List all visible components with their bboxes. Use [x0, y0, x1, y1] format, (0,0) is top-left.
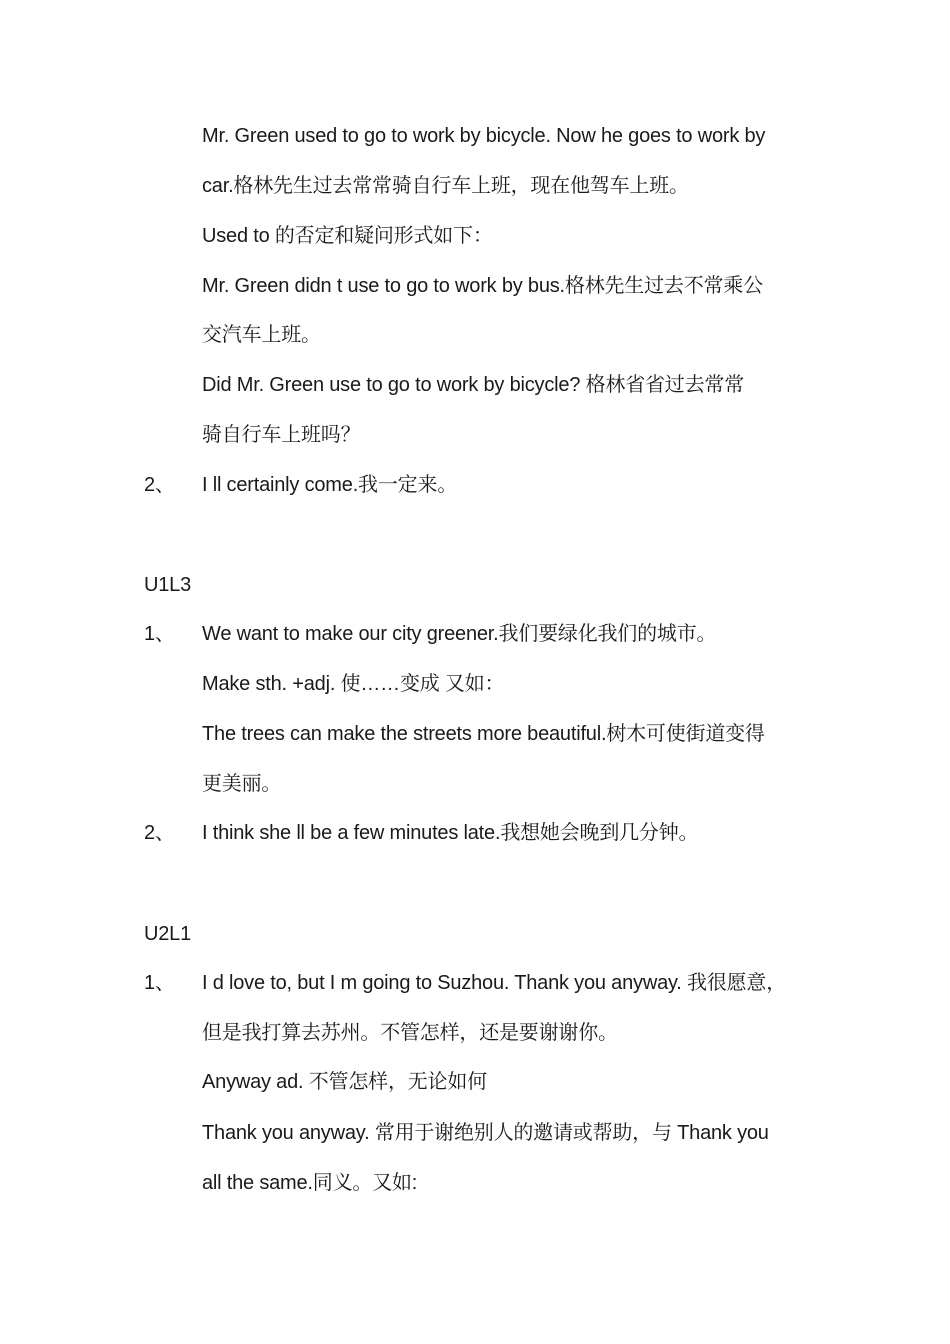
list-number: 2、 — [144, 474, 175, 496]
section-heading: U2L1 — [144, 923, 192, 945]
text-line: 交汽车上班。 — [202, 324, 321, 346]
text-line: We want to make our city greener.我们要绿化我们的城市。 — [202, 623, 717, 645]
text-line: Did Mr. Green use to go to work by bicycle? 格林省省过去常常 — [202, 374, 744, 396]
list-number: 1、 — [144, 972, 175, 994]
text-line: Anyway ad. 不管怎样，无论如何 — [202, 1071, 487, 1093]
text-line: Thank you anyway. 常用于谢绝别人的邀请或帮助，与 Thank you — [202, 1122, 769, 1144]
text-line: I d love to, but I m going to Suzhou. Thank you anyway. 我很愿意， — [202, 972, 787, 994]
text-line: I ll certainly come.我一定来。 — [202, 474, 458, 496]
text-line: Used to 的否定和疑问形式如下： — [202, 225, 493, 247]
text-line: Mr. Green used to go to work by bicycle. Now he goes to work by — [202, 125, 766, 147]
text-line: I think she ll be a few minutes late.我想她会晚到几分钟。 — [202, 822, 699, 844]
text-line: all the same.同义。又如: — [202, 1172, 418, 1194]
text-line: Mr. Green didn t use to go to work by bus.格林先生过去不常乘公 — [202, 275, 763, 297]
text-line: Make sth. +adj. 使……变成 又如： — [202, 673, 505, 695]
text-line: 骑自行车上班吗？ — [202, 424, 361, 446]
text-line: 但是我打算去苏州。不管怎样，还是要谢谢你。 — [202, 1022, 618, 1044]
text-line: car.格林先生过去常常骑自行车上班，现在他驾车上班。 — [202, 175, 689, 197]
text-line: The trees can make the streets more beautiful.树木可使街道变得 — [202, 723, 765, 745]
list-number: 1、 — [144, 623, 175, 645]
section-heading: U1L3 — [144, 574, 192, 596]
text-line: 更美丽。 — [202, 773, 282, 795]
list-number: 2、 — [144, 822, 175, 844]
